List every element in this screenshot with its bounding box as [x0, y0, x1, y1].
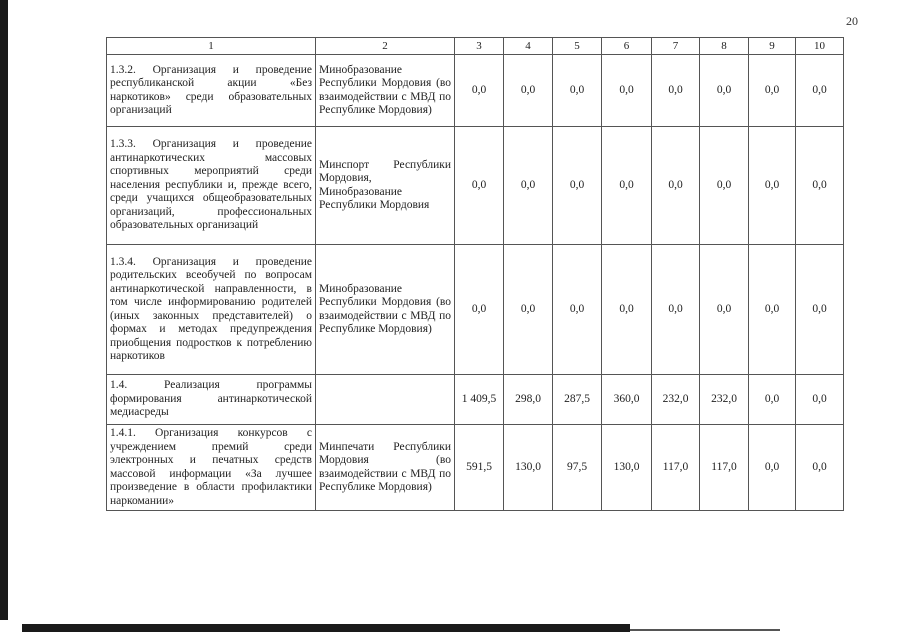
table-header-row	[107, 38, 844, 55]
scan-bottom-edge	[22, 624, 630, 632]
value-cell: 0,0	[749, 127, 796, 245]
executor-cell: Минобразование Республики Мордовия (во взаимодействии с МВД по Республике Мордовия)	[316, 245, 455, 375]
value-cell: 591,5	[455, 425, 504, 511]
value-cell: 0,0	[700, 127, 749, 245]
column-header: 2	[316, 38, 455, 55]
value-cell: 0,0	[602, 245, 652, 375]
executor-cell: Минобразование Республики Мордовия (во взаимодействии с МВД по Республике Мордовия)	[316, 55, 455, 127]
column-header: 4	[504, 38, 553, 55]
value-cell: 0,0	[749, 425, 796, 511]
value-cell: 0,0	[455, 245, 504, 375]
scan-bottom-edge-thin	[630, 629, 780, 631]
value-cell: 130,0	[602, 425, 652, 511]
scan-left-edge	[0, 0, 8, 620]
column-header: 6	[602, 38, 652, 55]
value-cell: 298,0	[504, 375, 553, 425]
column-header: 1	[107, 38, 316, 55]
value-cell: 117,0	[700, 425, 749, 511]
value-cell: 0,0	[749, 55, 796, 127]
page-number: 20	[846, 14, 858, 28]
value-cell: 0,0	[700, 55, 749, 127]
value-cell: 0,0	[796, 127, 844, 245]
table-row	[107, 375, 844, 425]
value-cell: 287,5	[553, 375, 602, 425]
value-cell: 0,0	[749, 375, 796, 425]
value-cell: 0,0	[652, 245, 700, 375]
value-cell: 0,0	[504, 245, 553, 375]
table-row	[107, 245, 844, 375]
value-cell: 0,0	[504, 127, 553, 245]
value-cell: 232,0	[652, 375, 700, 425]
value-cell: 0,0	[455, 127, 504, 245]
value-cell: 0,0	[602, 55, 652, 127]
value-cell: 0,0	[553, 245, 602, 375]
value-cell: 1 409,5	[455, 375, 504, 425]
value-cell: 0,0	[455, 55, 504, 127]
column-header: 5	[553, 38, 602, 55]
activity-name: 1.3.2. Организация и проведение республиканской акции «Без наркотиков» среди образовательных организаций	[107, 55, 316, 127]
executor-cell: Минпечати Республики Мордовия (во взаимодействии с МВД по Республике Мордовия)	[316, 425, 455, 511]
program-table	[106, 37, 844, 511]
table-row	[107, 127, 844, 245]
column-header: 9	[749, 38, 796, 55]
column-header: 10	[796, 38, 844, 55]
value-cell: 0,0	[796, 375, 844, 425]
value-cell: 0,0	[749, 245, 796, 375]
column-header: 7	[652, 38, 700, 55]
table-row	[107, 55, 844, 127]
value-cell: 360,0	[602, 375, 652, 425]
executor-cell	[316, 375, 455, 425]
activity-name: 1.3.3. Организация и проведение антинаркотических массовых спортивных мероприятий среди населения республики и, прежде всего, среди учащихся общеобразовательных организаций, профессиональных образовательных организаций	[107, 127, 316, 245]
value-cell: 0,0	[553, 55, 602, 127]
value-cell: 130,0	[504, 425, 553, 511]
column-header: 8	[700, 38, 749, 55]
value-cell: 0,0	[504, 55, 553, 127]
value-cell: 0,0	[700, 245, 749, 375]
executor-cell: Минспорт Республики Мордовия, Минобразование Республики Мордовия	[316, 127, 455, 245]
value-cell: 232,0	[700, 375, 749, 425]
value-cell: 0,0	[652, 55, 700, 127]
activity-name: 1.4.1. Организация конкурсов с учреждением премий среди электронных и печатных средств массовой информации «За лучшее произведение в области профилактики наркомании»	[107, 425, 316, 511]
value-cell: 0,0	[796, 245, 844, 375]
value-cell: 0,0	[602, 127, 652, 245]
value-cell: 0,0	[796, 425, 844, 511]
value-cell: 0,0	[796, 55, 844, 127]
value-cell: 0,0	[553, 127, 602, 245]
value-cell: 117,0	[652, 425, 700, 511]
value-cell: 0,0	[652, 127, 700, 245]
table-row	[107, 425, 844, 511]
column-header: 3	[455, 38, 504, 55]
value-cell: 97,5	[553, 425, 602, 511]
activity-name: 1.4. Реализация программы формирования антинаркотической медиасреды	[107, 375, 316, 425]
activity-name: 1.3.4. Организация и проведение родительских всеобучей по вопросам антинаркотической направленности, в том числе информированию родителей (иных законных представителей) о формах и методах предупреждения приобщения подростков к потреблению наркотиков	[107, 245, 316, 375]
